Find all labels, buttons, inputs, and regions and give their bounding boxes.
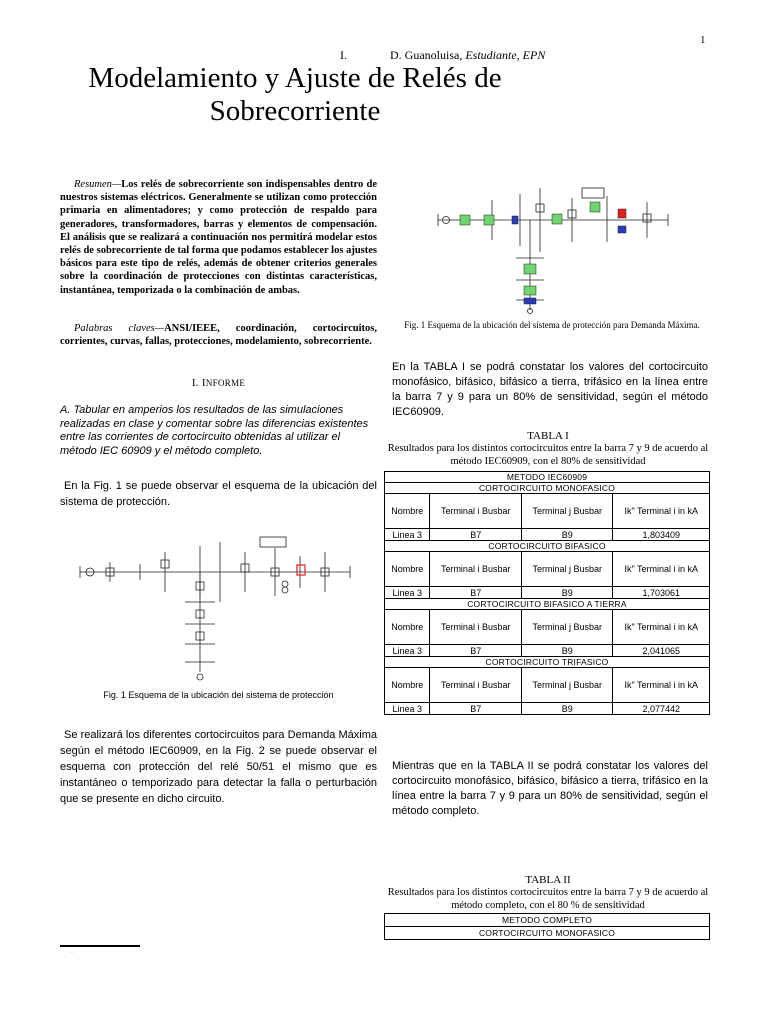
cell-nombre: Linea 3: [385, 645, 430, 657]
table-section-title: CORTOCIRCUITO BIFASICO: [385, 541, 710, 552]
cell-nombre: Linea 3: [385, 703, 430, 715]
col-header-terminal-i: Terminal i Busbar: [430, 610, 522, 645]
table2-method: METODO COMPLETO: [385, 914, 710, 927]
col-header-terminal-j: Terminal j Busbar: [521, 610, 613, 645]
relay-blue-marker: [512, 216, 518, 224]
paragraph-fig1-intro: En la Fig. 1 se puede observar el esquema de la ubicación del sistema de protección.: [60, 480, 377, 508]
cell-terminal-j: B9: [521, 645, 613, 657]
cell-ikss: 2,041065: [613, 645, 710, 657]
abstract-lead: Resumen—: [74, 179, 122, 190]
section-title-first: I: [201, 377, 206, 389]
cell-ikss: 1,703061: [613, 587, 710, 599]
keywords-text: ANSI/IEEE, coordinación, cortocircuitos, corrientes, curvas, fallas, protecciones, modelamiento, sobrecorriente.: [60, 323, 377, 348]
table-section-title: CORTOCIRCUITO TRIFASICO: [385, 657, 710, 668]
table2-label: TABLA II: [525, 874, 571, 886]
table1-label: TABLA I: [527, 430, 569, 442]
paragraph-tabla1-intro: En la TABLA I se podrá constatar los valores del cortocircuito monofásico, bifásico, bifásico a tierra, trifásico en la línea entre la barra 7 y 9 para un 80% de sensitividad, según el método IEC60909.: [392, 361, 708, 418]
col-header-ikss: Ikʺ Terminal i in kA: [613, 610, 710, 645]
col-header-terminal-i: Terminal i Busbar: [430, 668, 522, 703]
fig2-protection-diagram: [432, 180, 672, 314]
author-role: Estudiante, EPN: [465, 48, 546, 62]
cell-terminal-j: B9: [521, 587, 613, 599]
paper-title: Modelamiento y Ajuste de Relés de Sobrecorriente: [88, 62, 502, 127]
relay-red-marker: [618, 209, 626, 218]
cell-terminal-i: B7: [430, 529, 522, 541]
keywords: [60, 322, 377, 348]
abstract-text: Los relés de sobrecorriente son indispensables dentro de nuestros sistemas eléctricos. Generalmente se utilizan como protección primaria en alimentadores; y como protección de respaldo para generadores, transformadores, barras y elementos de compensación. El análisis que se realizará a continuación nos permitirá modelar estos relés de sobrecorriente de tal forma que podamos establecer los ajustes básicos para este tipo de relés, además de obtener criterios generales sobre la coordinación de protecciones con distintas características, instantánea, temporizada o la combinación de ambas.: [60, 179, 377, 296]
cell-terminal-i: B7: [430, 645, 522, 657]
section-numeral: I.: [191, 377, 199, 389]
table-row: [385, 587, 710, 599]
fig1-single-line-diagram: [70, 532, 370, 682]
table2: [384, 913, 710, 940]
section-title-rest: NFORME: [205, 378, 246, 388]
fig2-caption: Fig. 1 Esquema de la ubicación del sistema de protección para Demanda Máxima.: [404, 320, 700, 330]
col-header-terminal-j: Terminal j Busbar: [521, 494, 613, 529]
col-header-terminal-i: Terminal i Busbar: [430, 552, 522, 587]
col-header-terminal-j: Terminal j Busbar: [521, 552, 613, 587]
table1: [384, 471, 710, 715]
fig1-caption: Fig. 1 Esquema de la ubicación del sistema de protección: [103, 690, 334, 700]
col-header-nombre: Nombre: [385, 552, 430, 587]
col-header-ikss: Ikʺ Terminal i in kA: [613, 668, 710, 703]
cell-nombre: Linea 3: [385, 587, 430, 599]
keywords-lead: Palabras claves—: [74, 323, 165, 334]
col-header-terminal-j: Terminal j Busbar: [521, 668, 613, 703]
table1-caption: Resultados para los distintos cortocircuitos entre la barra 7 y 9 de acuerdo al método IEC60909, con el 80% de sensitividad: [387, 443, 709, 467]
cell-ikss: 1,803409: [613, 529, 710, 541]
table-section-title: CORTOCIRCUITO BIFASICO A TIERRA: [385, 599, 710, 610]
table-row: [385, 645, 710, 657]
cell-nombre: Linea 3: [385, 529, 430, 541]
cell-terminal-i: B7: [430, 703, 522, 715]
col-header-nombre: Nombre: [385, 610, 430, 645]
cell-terminal-j: B9: [521, 529, 613, 541]
table-row: [385, 703, 710, 715]
item-a-text: A. Tabular en amperios los resultados de las simulaciones realizadas en clase y comentar sobre las diferencias existentes entre las corrientes de cortocircuito obtenidas al utilizar el método IEC 60909 y el método completo.: [60, 404, 369, 457]
footnote-rule: [60, 945, 140, 947]
cell-terminal-j: B9: [521, 703, 613, 715]
col-header-ikss: Ikʺ Terminal i in kA: [613, 552, 710, 587]
col-header-nombre: Nombre: [385, 494, 430, 529]
table2-caption: Resultados para los distintos cortocircuitos entre la barra 7 y 9 de acuerdo al método completo, con el 80 % de sensitividad: [387, 887, 709, 911]
table-section-title: CORTOCIRCUITO MONOFASICO: [385, 483, 710, 494]
author-line: [340, 48, 545, 63]
paragraph-demanda-maxima: Se realizará los diferentes cortocircuitos para Demanda Máxima según el método IEC60909, en la Fig. 2 se puede observar el esquema con protección del relé 50/51 el mismo que es instantáneo o temporizado para detectar la falla o perturbación que se presente en dicho circuito.: [60, 729, 377, 805]
col-header-ikss: Ikʺ Terminal i in kA: [613, 494, 710, 529]
section-heading: [60, 377, 377, 389]
cell-terminal-i: B7: [430, 587, 522, 599]
page-number: 1: [700, 34, 706, 46]
paragraph-tabla2-intro: Mientras que en la TABLA II se podrá constatar los valores del cortocircuito monofásico, bifásico, bifásico a tierra, trifásico en la línea entre la barra 7 y 9 para un 80% de sensitividad, según el método completo.: [392, 760, 708, 817]
table1-method: METODO IEC60909: [385, 472, 710, 483]
table-section-title: CORTOCIRCUITO MONOFASICO: [385, 927, 710, 940]
col-header-terminal-i: Terminal i Busbar: [430, 494, 522, 529]
relay-red-marker: [297, 565, 305, 575]
relay-green-marker: [460, 215, 470, 225]
abstract: [60, 178, 377, 297]
table-row: [385, 529, 710, 541]
footnote-marker: ·: [71, 950, 73, 956]
col-header-nombre: Nombre: [385, 668, 430, 703]
cell-ikss: 2,077442: [613, 703, 710, 715]
author-name: D. Guanoluisa,: [390, 48, 463, 62]
author-number: I.: [340, 48, 347, 62]
